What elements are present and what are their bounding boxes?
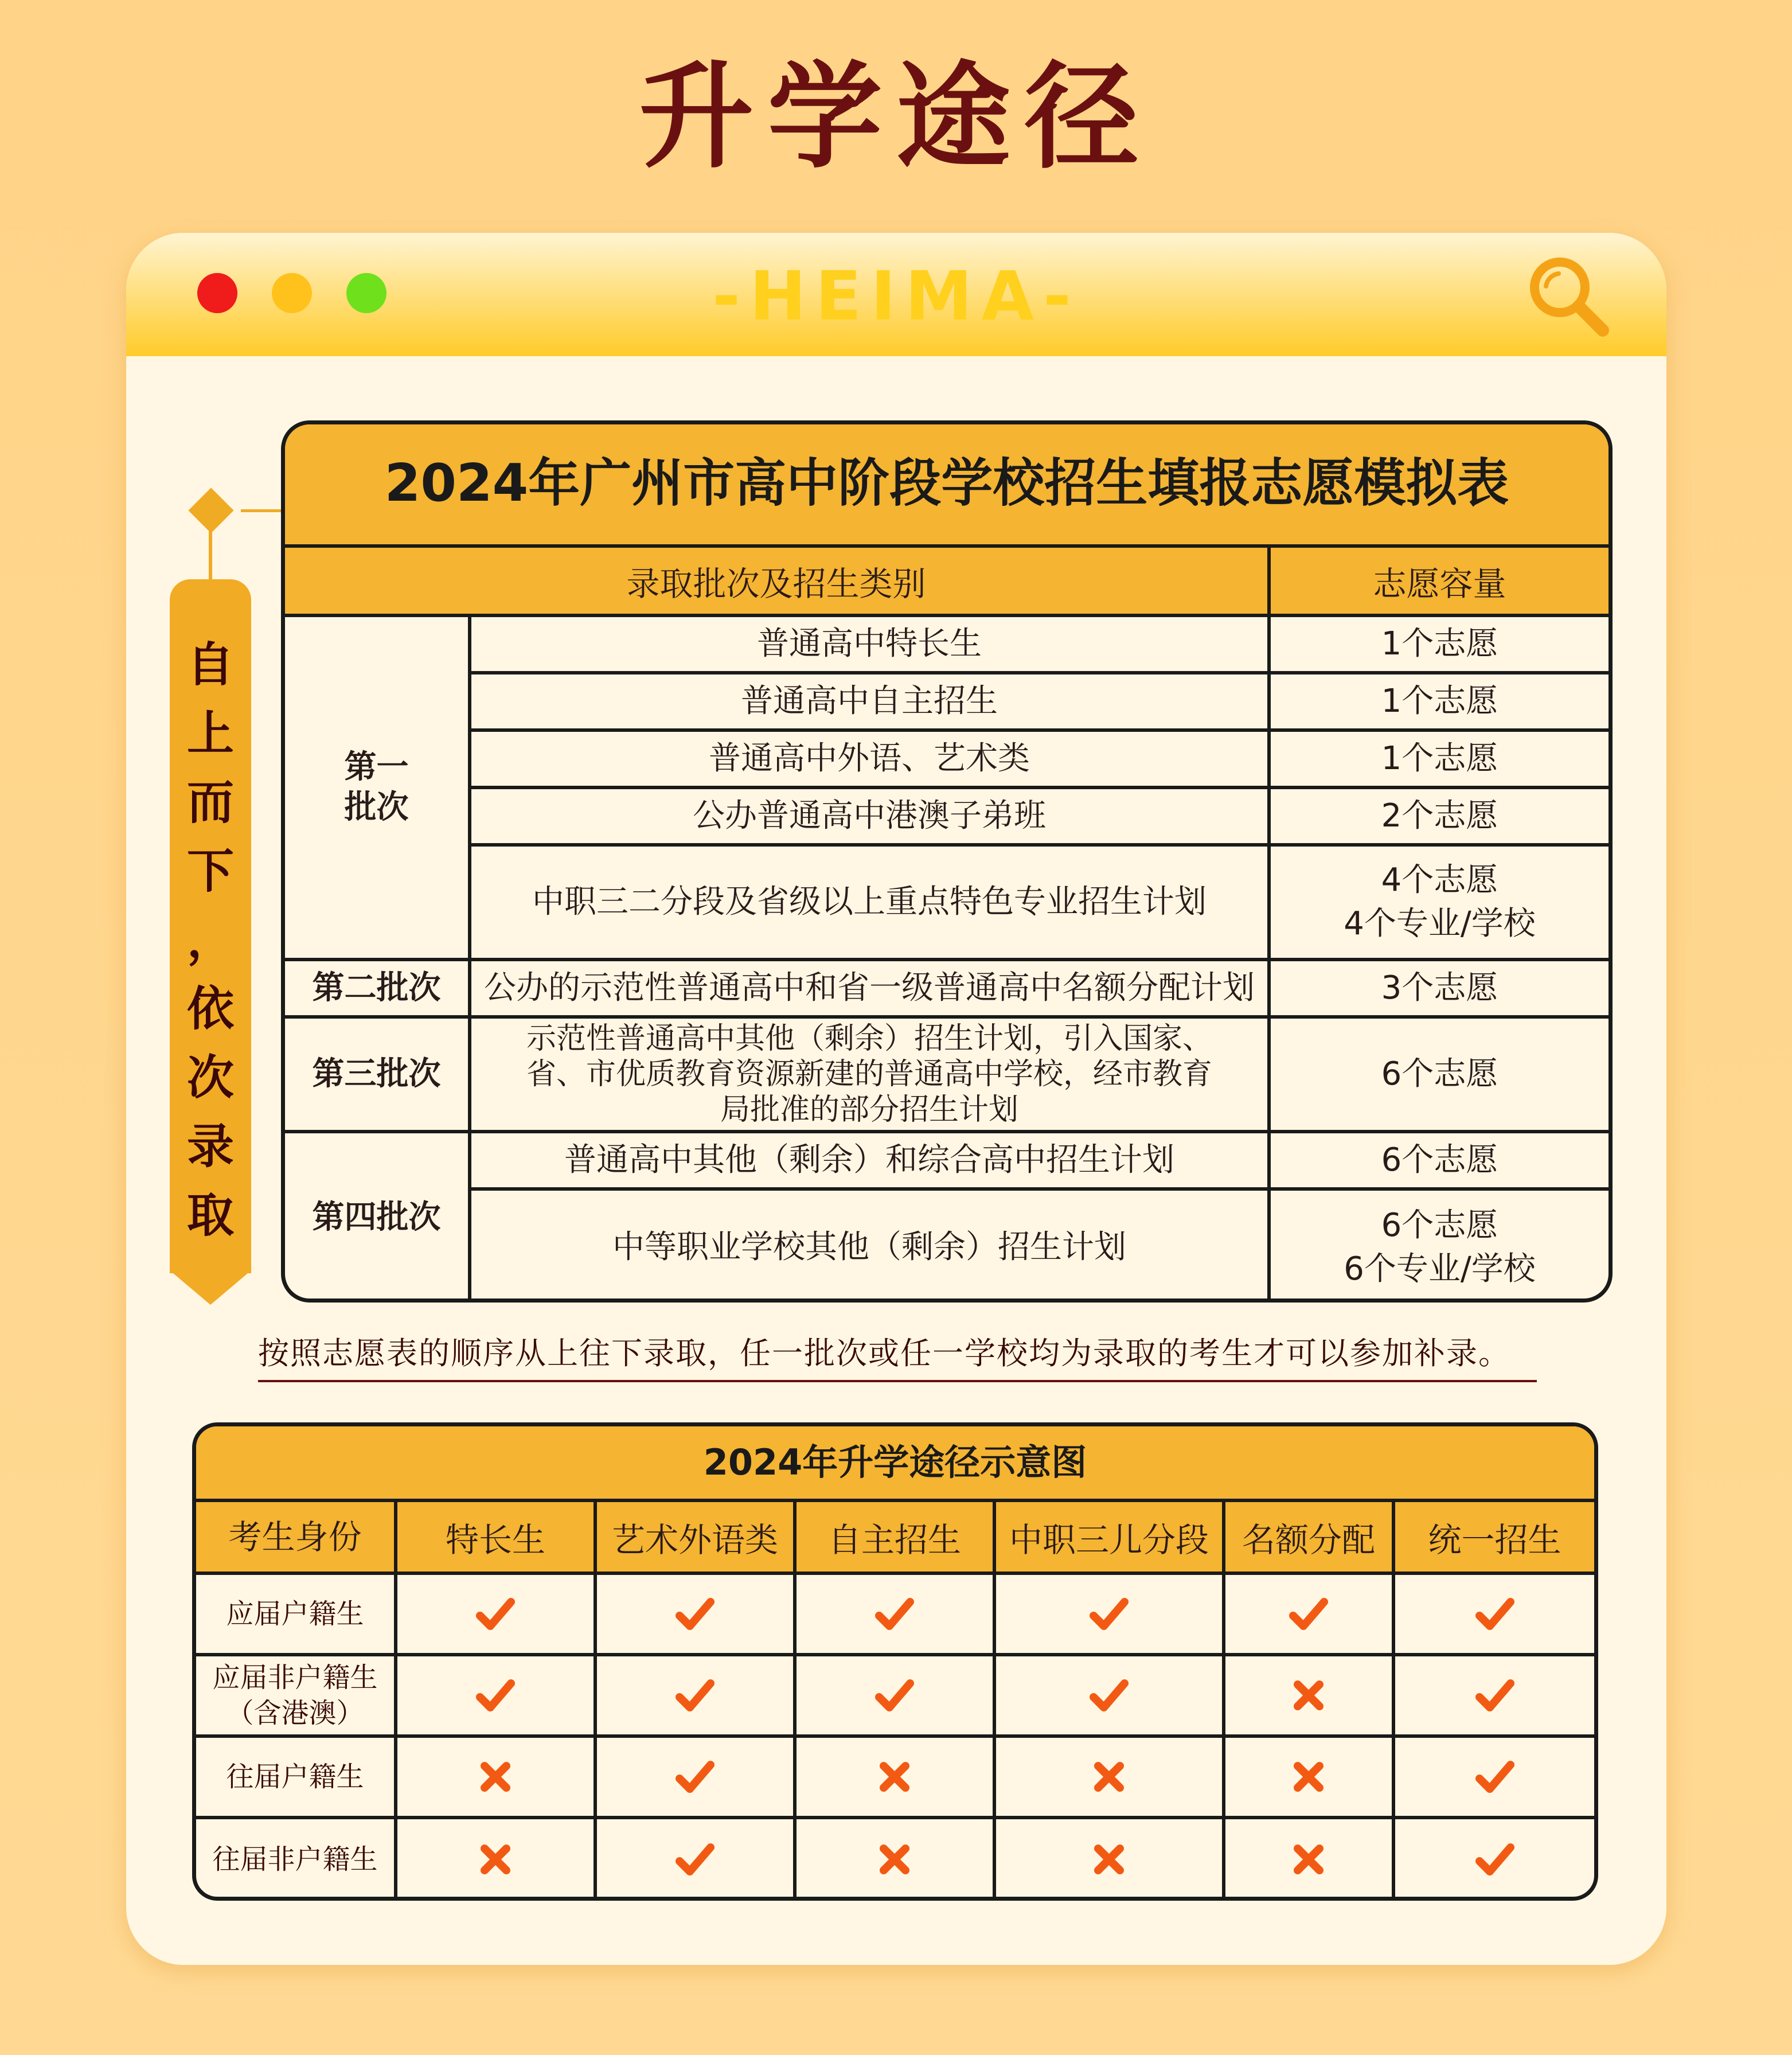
ribbon-arrow-tip (170, 1270, 251, 1305)
check-mark (675, 1839, 715, 1879)
check-icon (994, 1655, 1224, 1736)
page-title: 升学途径 (639, 50, 1153, 184)
category-cell: 普通高中自主招生 (470, 673, 1269, 730)
check-mark (675, 1675, 715, 1715)
check-mark (874, 1675, 915, 1715)
check-mark (475, 1675, 516, 1715)
capacity-cell (1269, 787, 1608, 845)
check-mark (1475, 1839, 1515, 1879)
cross-icon (795, 1818, 994, 1899)
application-table-grid (285, 548, 1608, 1303)
table-row (285, 1017, 1608, 1132)
ribbon-char: 次 (186, 1051, 234, 1105)
header-capacity: 志愿容量 (1269, 548, 1608, 615)
batch-label: 第二批次 (285, 960, 470, 1017)
capacity-cell (1269, 1017, 1608, 1132)
identity-cell: 应届非户籍生 （含港澳） (196, 1655, 396, 1736)
check-mark (675, 1594, 715, 1634)
check-icon (595, 1573, 795, 1655)
cross-icon (396, 1818, 595, 1899)
column-header: 自主招生 (795, 1502, 994, 1573)
cross-icon (396, 1736, 595, 1818)
column-header: 统一招生 (1393, 1502, 1594, 1573)
check-mark (1475, 1594, 1515, 1634)
category-cell: 普通高中其他（剩余）和综合高中招生计划 (470, 1132, 1269, 1189)
application-table (281, 420, 1613, 1303)
table-row (285, 1189, 1608, 1303)
table-row (285, 615, 1608, 673)
cross-mark (1289, 1675, 1329, 1715)
identity-cell: 往届非户籍生 (196, 1818, 396, 1899)
check-mark (475, 1594, 516, 1634)
column-header: 中职三儿分段 (994, 1502, 1224, 1573)
capacity-line: 1个志愿 (1381, 625, 1498, 662)
ribbon-char: ， (186, 913, 234, 968)
capacity-line: 2个志愿 (1381, 797, 1498, 835)
cross-icon (994, 1818, 1224, 1899)
table-row (285, 845, 1608, 960)
category-cell: 中等职业学校其他（剩余）招生计划 (470, 1189, 1269, 1303)
cross-mark (1089, 1757, 1129, 1797)
ribbon-char: 上 (186, 707, 234, 761)
check-icon (396, 1655, 595, 1736)
ribbon-connector (241, 509, 284, 512)
admission-note: 按照志愿表的顺序从上往下录取，任一批次或任一学校均为录取的考生才可以参加补录。 (258, 1331, 1537, 1382)
table-row (285, 1132, 1608, 1189)
capacity-line: 6个志愿 (1381, 1055, 1498, 1093)
table-row (285, 960, 1608, 1017)
capacity-cell (1269, 730, 1608, 787)
cross-icon (1224, 1655, 1393, 1736)
capacity-cell (1269, 1132, 1608, 1189)
column-header: 艺术外语类 (595, 1502, 795, 1573)
capacity-line: 1个志愿 (1381, 740, 1498, 777)
header-category: 录取批次及招生类别 (285, 548, 1269, 615)
capacity-line: 6个志愿 (1381, 1206, 1498, 1244)
check-icon (795, 1573, 994, 1655)
pathway-table (192, 1422, 1598, 1901)
identity-cell: 往届户籍生 (196, 1736, 396, 1818)
ribbon-char: 取 (186, 1188, 234, 1243)
cross-mark (475, 1839, 516, 1879)
capacity-line: 4个专业/学校 (1344, 905, 1536, 942)
cross-icon (795, 1736, 994, 1818)
category-cell: 普通高中外语、艺术类 (470, 730, 1269, 787)
table-row (285, 787, 1608, 845)
check-icon (994, 1573, 1224, 1655)
column-header: 名额分配 (1224, 1502, 1393, 1573)
table-row (285, 730, 1608, 787)
check-icon (795, 1655, 994, 1736)
ribbon-stem (209, 516, 212, 585)
cross-mark (874, 1839, 915, 1879)
search-icon[interactable] (1525, 253, 1611, 339)
check-icon (1224, 1573, 1393, 1655)
cross-mark (1089, 1839, 1129, 1879)
check-mark (675, 1757, 715, 1797)
capacity-cell (1269, 1189, 1608, 1303)
table-row (196, 1818, 1594, 1899)
capacity-cell (1269, 615, 1608, 673)
category-cell: 公办的示范性普通高中和省一级普通高中名额分配计划 (470, 960, 1269, 1017)
column-header: 特长生 (396, 1502, 595, 1573)
identity-cell: 应届户籍生 (196, 1573, 396, 1655)
table-row (196, 1736, 1594, 1818)
ribbon-char: 而 (186, 775, 234, 830)
check-mark (1289, 1594, 1329, 1634)
ribbon-text (170, 631, 251, 1250)
capacity-line: 3个志愿 (1381, 969, 1498, 1007)
table-row (196, 1573, 1594, 1655)
pathway-table-title: 2024年升学途径示意图 (196, 1426, 1594, 1502)
ribbon-char: 下 (186, 844, 234, 899)
ribbon-char: 依 (186, 982, 234, 1036)
check-mark (1475, 1757, 1515, 1797)
cross-mark (475, 1757, 516, 1797)
category-cell: 示范性普通高中其他（剩余）招生计划，引入国家、 省、市优质教育资源新建的普通高中学校，经市教育 局批准的部分招生计划 (470, 1017, 1269, 1132)
check-icon (1393, 1655, 1594, 1736)
column-header: 考生身份 (196, 1502, 396, 1573)
batch-label: 第一 批次 (285, 615, 470, 960)
brand-label: -HEIMA- (712, 256, 1080, 336)
batch-label: 第四批次 (285, 1132, 470, 1303)
cross-mark (874, 1757, 915, 1797)
batch-label: 第三批次 (285, 1017, 470, 1132)
capacity-line: 6个专业/学校 (1344, 1250, 1536, 1288)
capacity-cell (1269, 845, 1608, 960)
check-icon (1393, 1818, 1594, 1899)
window-titlebar (126, 233, 1666, 356)
cross-mark (1289, 1839, 1329, 1879)
check-mark (874, 1594, 915, 1634)
ribbon-char: 录 (186, 1120, 234, 1174)
check-icon (1393, 1573, 1594, 1655)
table-row (285, 673, 1608, 730)
category-cell: 公办普通高中港澳子弟班 (470, 787, 1269, 845)
check-icon (595, 1655, 795, 1736)
check-icon (595, 1736, 795, 1818)
cross-icon (1224, 1818, 1393, 1899)
capacity-line: 4个志愿 (1381, 861, 1498, 899)
check-icon (1393, 1736, 1594, 1818)
category-cell: 普通高中特长生 (470, 615, 1269, 673)
category-cell: 中职三二分段及省级以上重点特色专业招生计划 (470, 845, 1269, 960)
cross-icon (1224, 1736, 1393, 1818)
cross-icon (994, 1736, 1224, 1818)
pathway-header-row (196, 1502, 1594, 1573)
pathway-table-grid (196, 1502, 1594, 1899)
capacity-cell (1269, 673, 1608, 730)
capacity-line: 6个志愿 (1381, 1141, 1498, 1179)
capacity-line: 1个志愿 (1381, 683, 1498, 720)
check-mark (1089, 1594, 1129, 1634)
cross-mark (1289, 1757, 1329, 1797)
check-mark (1089, 1675, 1129, 1715)
capacity-cell (1269, 960, 1608, 1017)
application-table-title: 2024年广州市高中阶段学校招生填报志愿模拟表 (285, 424, 1608, 548)
check-icon (396, 1573, 595, 1655)
check-mark (1475, 1675, 1515, 1715)
table-row (196, 1655, 1594, 1736)
ribbon-char: 自 (186, 638, 234, 692)
check-icon (595, 1818, 795, 1899)
